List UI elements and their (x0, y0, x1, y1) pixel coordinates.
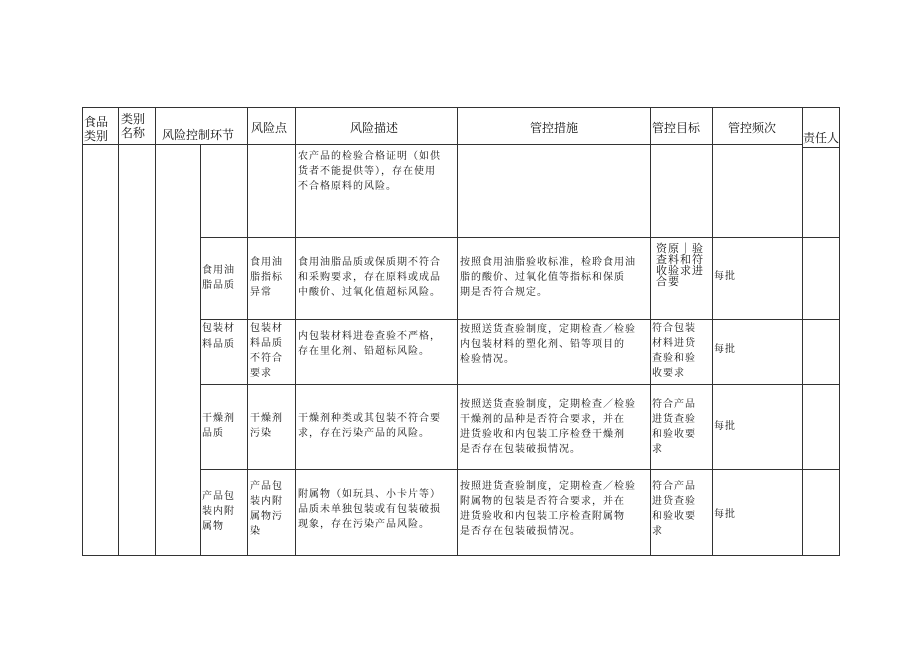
header-risk-desc: 风险描述 (350, 121, 399, 135)
goal-cell: 符合产品 进贷查验 和验收要 求 (652, 481, 696, 537)
control-link-cell: 产品包 装内附 属物 (202, 491, 235, 532)
header-frequency: 管控频次 (728, 121, 777, 135)
measures-cell: 按照进货查验制度，定期检查／检验 附属物的包装是否符合要求，并在 进货验收和内包装工序检查附属物 是否存在包装破损情况。 (460, 481, 636, 537)
table-rule (200, 144, 201, 555)
measures-cell: 按照食用油脂验收标准，检聆食用油 脂的酸价、过氧化值等指标和保质 期是否符合规定。 (460, 257, 636, 298)
table-rule (802, 107, 803, 556)
table-rule (200, 384, 840, 385)
table-rule (650, 107, 651, 556)
table-rule (82, 107, 840, 108)
risk-desc-cell: 内包装材料进卷查验不严格， 存在里化剂、铅超标风险。 (298, 331, 441, 357)
risk-desc-cell: 农产品的检验合格证明（如供 货者不能提供等），存在使用 不合格原料的风险。 (298, 151, 441, 192)
table-rule (802, 147, 840, 148)
header-risk-point: 风险点 (251, 121, 288, 135)
table-rule (839, 107, 840, 556)
measures-cell: 按照送货查验制度，定期检查／检验 内包装材料的塑化剂、铅等项目的 检验情况。 (460, 324, 636, 365)
table-rule (200, 469, 840, 470)
table-rule (712, 107, 713, 556)
measures-cell: 按照送货查验制度，定期检查／检验 干燥剂的品种是否符合要求，并在 进货验收和内包装工序检登干燥剂 是否存在包装破损情况。 (460, 399, 636, 455)
goal-cell: 符合包装 材料进贷 查验和验 收要求 (652, 323, 696, 379)
header-responsible: 责任人 (803, 131, 840, 145)
goal-cell: 符合产品 进货查验 和验收要 求 (652, 399, 696, 455)
risk-point-cell: 食用油 脂指标 异常 (250, 257, 283, 298)
table-rule (200, 237, 840, 238)
risk-desc-cell: 食用油脂品质或保质期不符合 和采购要求，存在原料或成品 中酸价、过氧化值超标风险。 (298, 257, 441, 298)
table-rule (155, 107, 156, 556)
risk-point-cell: 包装材 料品质 不符合 要求 (250, 323, 283, 379)
header-food-category: 食品 类别 (84, 115, 109, 143)
goal-cell: 资原｜验查料和符收验求进合要 (656, 242, 704, 288)
header-measures: 管控措施 (530, 121, 579, 135)
table-rule (457, 107, 458, 556)
frequency-cell: 每批 (714, 344, 736, 355)
table-rule (82, 144, 802, 145)
risk-desc-cell: 附属物（如玩具、小卡片等） 品质未单独包装或有包装破损 现象，存在污染产品风险。 (298, 489, 441, 530)
frequency-cell: 每批 (714, 271, 736, 282)
control-link-cell: 食用油 脂品质 (202, 265, 235, 291)
header-control-link: 风险控制环节 (162, 128, 235, 142)
table-rule (118, 107, 119, 556)
header-goal: 管控目标 (652, 121, 701, 135)
table-rule (82, 107, 83, 556)
risk-point-cell: 干燥剂 污染 (250, 413, 283, 439)
risk-point-cell: 产品包 装内附 属物污 染 (250, 481, 283, 537)
table-rule (82, 555, 840, 556)
frequency-cell: 每批 (714, 421, 736, 432)
control-link-cell: 干燥剂 品质 (202, 413, 235, 439)
risk-control-table (82, 107, 840, 556)
control-link-cell: 包装材 料品质 (202, 323, 235, 350)
frequency-cell: 每批 (714, 509, 736, 520)
header-category-name: 类别 名称 (121, 112, 146, 140)
table-rule (200, 319, 840, 320)
risk-desc-cell: 干燥剂种类或其包装不符合要 求，存在污染产品的风险。 (298, 413, 441, 439)
